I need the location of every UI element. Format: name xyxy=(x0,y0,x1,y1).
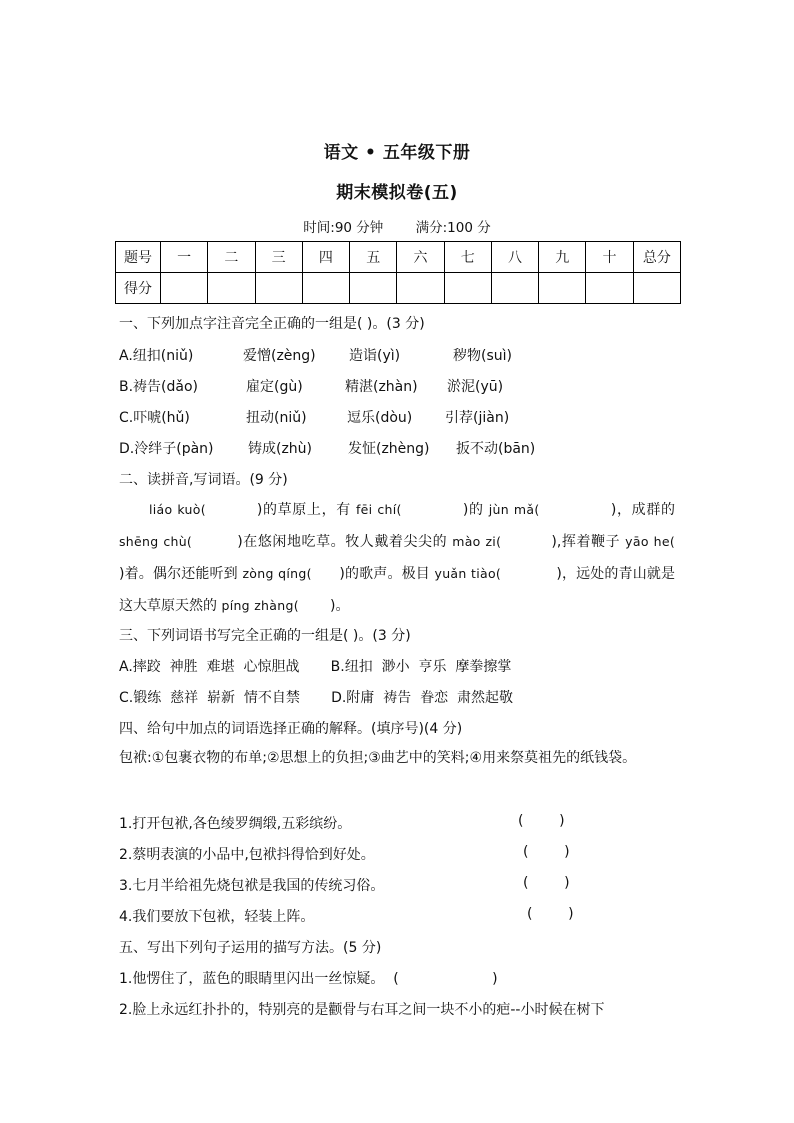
pinyin-prompt: fēi chí( xyxy=(355,502,402,517)
q2-text[interactable]: )着。偶尔还能听到 xyxy=(119,534,702,582)
q4-answer-blank[interactable]: ( ) xyxy=(523,875,570,891)
score-table-cell: 题号 xyxy=(116,242,161,273)
score-input-cell[interactable] xyxy=(350,273,397,304)
q4-item-2 xyxy=(119,844,375,864)
q4-item-text: 2.蔡明表演的小品中,包袱抖得恰到好处。 xyxy=(119,847,375,863)
pinyin-prompt: píng zhàng( xyxy=(221,598,299,613)
pinyin-prompt: jùn mǎ( xyxy=(488,502,540,517)
pinyin-prompt: yuǎn tiào( xyxy=(434,566,502,581)
score-input-cell[interactable] xyxy=(255,273,302,304)
q2-text[interactable]: )的歌声。极目 xyxy=(311,566,435,582)
score-table-cell: 九 xyxy=(539,242,586,273)
score-table-header-row xyxy=(116,242,681,273)
score-table xyxy=(115,241,681,304)
score-table-cell: 十 xyxy=(586,242,633,273)
score-table-cell: 五 xyxy=(350,242,397,273)
q4-item-3 xyxy=(119,875,384,895)
pinyin-prompt: mào zi( xyxy=(452,534,502,549)
q5-item-1: 1.他愣住了，蓝色的眼睛里闪出一丝惊疑。 ( ) xyxy=(119,971,498,987)
q2-paragraph xyxy=(119,494,702,622)
score-input-cell[interactable] xyxy=(302,273,349,304)
q1-option-item: 逗乐(dòu) xyxy=(347,410,413,426)
q1-option-item: D.泠绊子(pàn) xyxy=(119,441,214,457)
score-table-cell: 四 xyxy=(302,242,349,273)
q5-title: 五、写出下列句子运用的描写方法。(5 分) xyxy=(119,940,382,956)
exam-title: 期末模拟卷(五) xyxy=(336,183,458,203)
q4-item-text: 4.我们要放下包袱，轻装上阵。 xyxy=(119,909,315,925)
q4-title: 四、给句中加点的词语选择正确的解释。(填序号)(4 分) xyxy=(119,721,463,737)
score-input-cell[interactable] xyxy=(633,273,680,304)
q1-title: 一、下列加点字注音完全正确的一组是( )。(3 分) xyxy=(119,316,425,332)
q2-text[interactable]: )。 xyxy=(298,598,350,614)
q4-item-4 xyxy=(119,906,314,926)
q4-answer-blank[interactable]: ( ) xyxy=(518,813,565,829)
pinyin-prompt: zòng qíng( xyxy=(242,566,312,581)
score-table-cell: 三 xyxy=(255,242,302,273)
score-table-cell: 总分 xyxy=(633,242,680,273)
q2-text[interactable]: )在悠闲地吃草。牧人戴着尖尖的 xyxy=(192,534,453,550)
q4-answer-blank[interactable]: ( ) xyxy=(527,906,574,922)
pinyin-prompt: liáo kuò( xyxy=(149,502,206,517)
q2-text[interactable]: )，成群的 xyxy=(539,502,680,518)
q1-option-item: 造诣(yì) xyxy=(349,348,401,364)
q5-item-2: 2.脸上永远红扑扑的，特别亮的是颧骨与右耳之间一块不小的疤--小时候在树下 xyxy=(119,1002,605,1018)
q1-option-item: 发怔(zhèng) xyxy=(348,441,430,457)
q1-option-item: 铸成(zhù) xyxy=(248,441,313,457)
subject-title: 语文 • 五年级下册 xyxy=(323,143,471,163)
q2-text[interactable]: )的草原上，有 xyxy=(205,502,356,518)
score-input-cell[interactable] xyxy=(491,273,538,304)
exam-full-score: 满分:100 分 xyxy=(415,220,491,236)
q1-option-item: 爱憎(zèng) xyxy=(243,348,316,364)
score-table-cell: 一 xyxy=(161,242,208,273)
score-input-cell[interactable] xyxy=(161,273,208,304)
score-input-cell[interactable] xyxy=(208,273,255,304)
q4-item-text: 3.七月半给祖先烧包袱是我国的传统习俗。 xyxy=(119,878,385,894)
exam-meta xyxy=(0,216,794,236)
q2-text[interactable]: )的 xyxy=(401,502,489,518)
q4-item-1 xyxy=(119,813,351,833)
score-table-score-row xyxy=(116,273,681,304)
q4-definition: 包袱:①包裹衣物的布单;②思想上的负担;③曲艺中的笑料;④用来祭莫祖先的纸钱袋。 xyxy=(119,750,637,766)
q4-item-text: 1.打开包袱,各色绫罗绸缎,五彩缤纷。 xyxy=(119,816,352,832)
q1-option-item: 秽物(suì) xyxy=(453,348,512,364)
q3-options-cd: C.锻练 慈祥 崭新 情不自禁 D.附庸 祷告 眷恋 肃然起敬 xyxy=(119,690,514,706)
q4-answer-blank[interactable]: ( ) xyxy=(523,844,570,860)
q1-option-a xyxy=(119,345,512,365)
q1-option-item: C.吓唬(hǔ) xyxy=(119,410,190,426)
q1-option-item: 精湛(zhàn) xyxy=(345,379,418,395)
score-table-cell: 六 xyxy=(397,242,444,273)
q2-title: 二、读拼音,写词语。(9 分) xyxy=(119,472,288,488)
score-input-cell[interactable] xyxy=(397,273,444,304)
q3-options-ab: A.摔跤 神胜 难堪 心惊胆战 B.纽扣 渺小 亨乐 摩拳擦掌 xyxy=(119,659,512,675)
pinyin-prompt: shēng chù( xyxy=(119,534,193,549)
q1-option-b xyxy=(119,376,503,396)
q1-option-item: 引荐(jiàn) xyxy=(445,410,510,426)
q1-option-item: A.纽扣(niǔ) xyxy=(119,348,194,364)
score-table-cell: 八 xyxy=(491,242,538,273)
q1-option-item: 淤泥(yū) xyxy=(447,379,504,395)
q1-option-item: 扳不动(bān) xyxy=(456,441,536,457)
q3-title: 三、下列词语书写完全正确的一组是( )。(3 分) xyxy=(119,628,411,644)
q1-option-item: B.祷告(dǎo) xyxy=(119,379,199,395)
q1-option-item: 雇定(gù) xyxy=(246,379,303,395)
exam-time: 时间:90 分钟 xyxy=(303,220,384,236)
q1-option-item: 扭动(niǔ) xyxy=(246,410,307,426)
score-input-cell[interactable] xyxy=(444,273,491,304)
q1-option-d xyxy=(119,438,535,458)
q2-text[interactable]: ),挥着鞭子 xyxy=(501,534,626,550)
score-table-cell: 七 xyxy=(444,242,491,273)
score-input-cell[interactable] xyxy=(539,273,586,304)
q2-text[interactable]: )，远处的青山就是这大草原天然的 xyxy=(119,566,675,614)
q1-option-c xyxy=(119,407,509,427)
pinyin-prompt: yāo he( xyxy=(625,534,676,549)
score-input-cell[interactable] xyxy=(586,273,633,304)
score-table-cell: 二 xyxy=(208,242,255,273)
score-table-cell: 得分 xyxy=(116,273,161,304)
